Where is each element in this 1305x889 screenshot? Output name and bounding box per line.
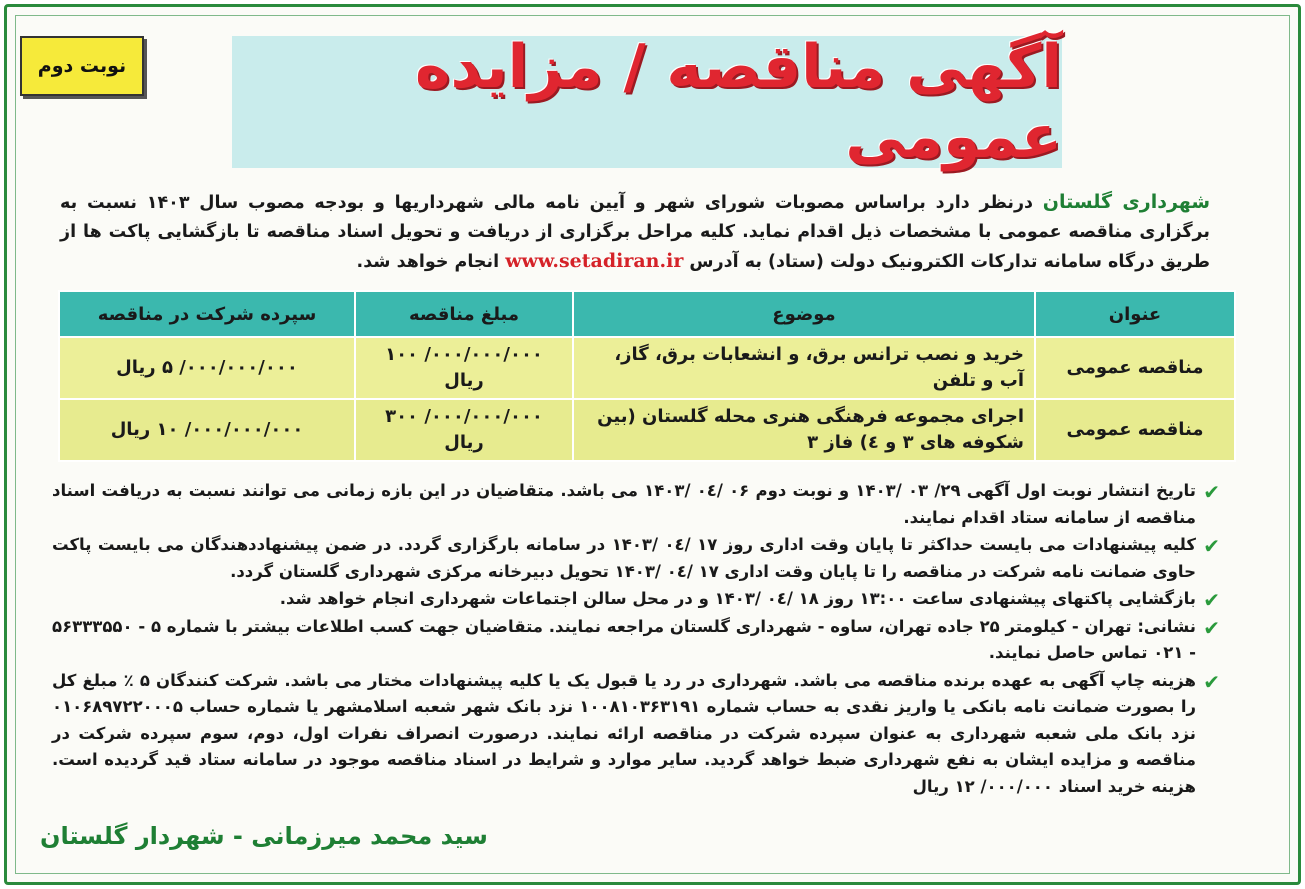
header-title: عنوان	[1035, 291, 1235, 337]
list-item-text: کلیه پیشنهادات می بایست حداکثر تا پایان وقت اداری روز ۱۷ /۰٤ /۱۴۰۳ در سامانه بارگزاری گردد. در ضمن پیشنهاددهندگان می بایست پاکت حاوی ضمانت نامه شرکت در مناقصه را تا پایان وقت اداری ۱۷ /۰٤ /۱۴۰۳ تحویل دبیرخانه مرکزی شهرداری گلستان گردد.	[52, 535, 1196, 581]
cell-title: مناقصه عمومی	[1035, 399, 1235, 461]
list-item-text: هزینه چاپ آگهی به عهده برنده مناقصه می باشد. شهرداری در رد یا قبول یک یا کلیه پیشنهادات مختار می باشد. شرکت کنندگان ۵ ٪ مبلغ کل را بصورت ضمانت نامه بانکی یا واریز نقدی به حساب شماره ۱۰۰۸۱۰۳۶۳۱۹۱ نزد بانک شهر شعبه اسلامشهر یا شماره حساب ۰۱۰۶۸۹۷۲۲۰۰۰۵ نزد بانک ملی شعبه شهرداری به عنوان سپرده شرکت در مناقصه ارائه نمایند. درصورت انصراف نفرات اول، دوم، سوم سپرده شرکت در مناقصه و مزایده ایشان به نفع شهرداری ضبط خواهد گردید. سایر موارد و شرایط در اسناد مناقصه موجود در سامانه ستاد قید گردیده است. هزینه خرید اسناد ۰۰۰/۰۰۰/ ۱۲ ریال	[52, 670, 1196, 796]
list-item	[52, 478, 1220, 531]
table-row	[59, 337, 1235, 399]
intro-text-end: انجام خواهد شد.	[356, 252, 500, 272]
cell-subject: اجرای مجموعه فرهنگی هنری محله گلستان (بین شکوفه های ۳ و ٤) فاز ۳	[573, 399, 1035, 461]
round-badge: نوبت دوم	[20, 36, 144, 96]
list-item-text: تاریخ انتشار نوبت اول آگهی ۲۹/ ۰۳ /۱۴۰۳ و نوبت دوم ۰۶ /۰٤ /۱۴۰۳ می باشد. متقاضیان در این بازه زمانی می توانند نسبت به دریافت اسناد مناقصه از سامانه ستاد اقدام نمایند.	[52, 481, 1196, 527]
cell-subject: خرید و نصب ترانس برق، و انشعابات برق، گاز، آب و تلفن	[573, 337, 1035, 399]
cell-deposit: ۰۰۰/۰۰۰/۰۰۰/ ۵ ریال	[59, 337, 355, 399]
intro-paragraph	[60, 188, 1210, 277]
header-subject: موضوع	[573, 291, 1035, 337]
tender-table	[58, 290, 1236, 462]
header-amount: مبلغ مناقصه	[355, 291, 573, 337]
table-header-row	[59, 291, 1235, 337]
organization-name: شهرداری گلستان	[1042, 191, 1210, 213]
header-deposit: سپرده شرکت در مناقصه	[59, 291, 355, 337]
check-icon: ✔	[1203, 615, 1220, 640]
list-item	[52, 532, 1220, 585]
cell-title: مناقصه عمومی	[1035, 337, 1235, 399]
setad-link[interactable]: www.setadiran.ir	[505, 250, 684, 272]
conditions-list	[52, 478, 1220, 801]
title-banner	[232, 32, 1062, 172]
list-item-text: بازگشایی پاکتهای پیشنهادی ساعت ۱۳:۰۰ روز ۱۸ /۰٤ /۱۴۰۳ و در محل سالن اجتماعات شهرداری انجام خواهد شد.	[279, 589, 1196, 608]
list-item	[52, 586, 1220, 613]
signature: سید محمد میرزمانی - شهردار گلستان	[40, 822, 488, 850]
cell-amount: ۰۰۰/۰۰۰/۰۰۰/ ۳۰۰ ریال	[355, 399, 573, 461]
list-item	[52, 668, 1220, 801]
check-icon: ✔	[1203, 669, 1220, 694]
check-icon: ✔	[1203, 480, 1220, 504]
check-icon: ✔	[1203, 534, 1220, 558]
intro-text: درنظر دارد براساس مصوبات شورای شهر و آیین نامه مالی شهرداریها و بودجه مصوب سال ۱۴۰۳ نسبت به برگزاری مناقصه عمومی با مشخصات ذیل اقدام نماید. کلیه مراحل برگزاری از دریافت و تحویل اسناد مناقصه تا بازگشایی پاکت ها از طریق درگاه سامانه تدارکات الکترونیک دولت (ستاد) به آدرس	[60, 193, 1210, 272]
check-icon: ✔	[1203, 588, 1220, 612]
table-row	[59, 399, 1235, 461]
list-item-text: نشانی: تهران - کیلومتر ۲۵ جاده تهران، ساوه - شهرداری گلستان مراجعه نمایند. متقاضیان جهت کسب اطلاعات بیشتر با شماره ۵ - ۵۶۳۳۳۵۵۰ - ۰۲۱ تماس حاصل نمایند.	[52, 616, 1196, 662]
list-item	[52, 614, 1220, 667]
cell-amount: ۰۰۰/۰۰۰/۰۰۰/ ۱۰۰ ریال	[355, 337, 573, 399]
cell-deposit: ۰۰۰/۰۰۰/۰۰۰/ ۱۰ ریال	[59, 399, 355, 461]
page-title: آگهی مناقصه / مزایده عمومی	[415, 32, 1062, 172]
